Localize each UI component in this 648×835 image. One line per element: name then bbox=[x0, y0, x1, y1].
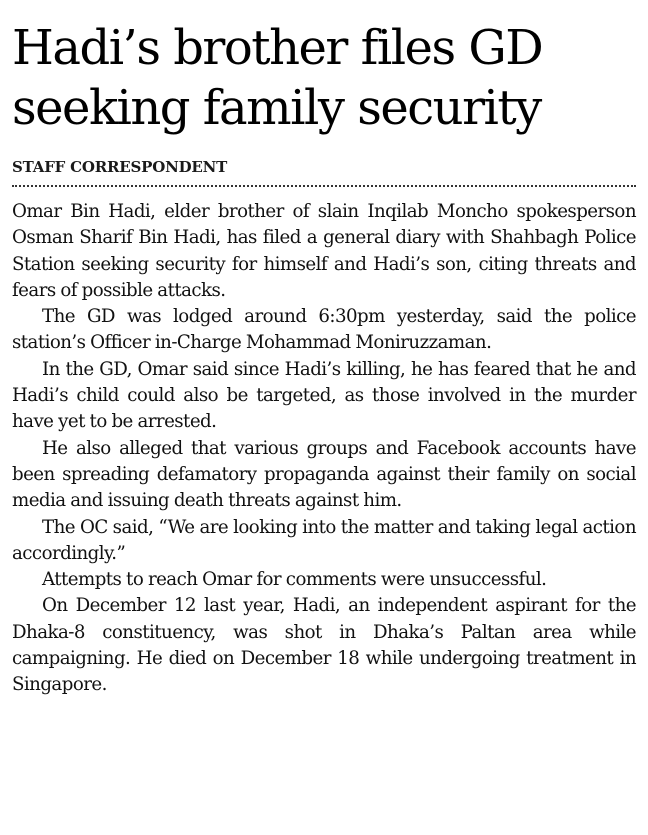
paragraph: The OC said, “We are looking into the matter and taking legal action accordingly.” bbox=[12, 516, 636, 564]
paragraph: Omar Bin Hadi, elder brother of slain Inqilab Moncho spokesperson Osman Sharif Bin Hadi, has filed a general diary with Shahbagh Police Station seeking security for himself and Hadi’s son, citing threats and fears of possible attacks. bbox=[12, 201, 636, 301]
paragraph: In the GD, Omar said since Hadi’s killing, he has feared that he and Hadi’s child could also be targeted, as those involved in the murder have yet to be arrested. bbox=[12, 358, 636, 433]
headline: Hadi’s brother files GD seeking family security bbox=[12, 20, 543, 136]
paragraph: He also alleged that various groups and Facebook accounts have been spreading defamatory propaganda against their family on social media and issuing death threats against him. bbox=[12, 437, 636, 512]
paragraph: Attempts to reach Omar for comments were unsuccessful. bbox=[42, 569, 547, 591]
byline: STAFF CORRESPONDENT bbox=[12, 158, 228, 176]
news-article bbox=[12, 18, 636, 699]
article-body bbox=[12, 199, 636, 699]
dotted-divider bbox=[12, 185, 636, 187]
paragraph: The GD was lodged around 6:30pm yesterday, said the police station’s Officer in-Charge Mohammad Moniruzzaman. bbox=[12, 306, 636, 354]
paragraph: On December 12 last year, Hadi, an independent aspirant for the Dhaka-8 constituency, was shot in Dhaka’s Paltan area while campaigning. He died on December 18 while undergoing treatment in Singapore. bbox=[12, 595, 636, 696]
